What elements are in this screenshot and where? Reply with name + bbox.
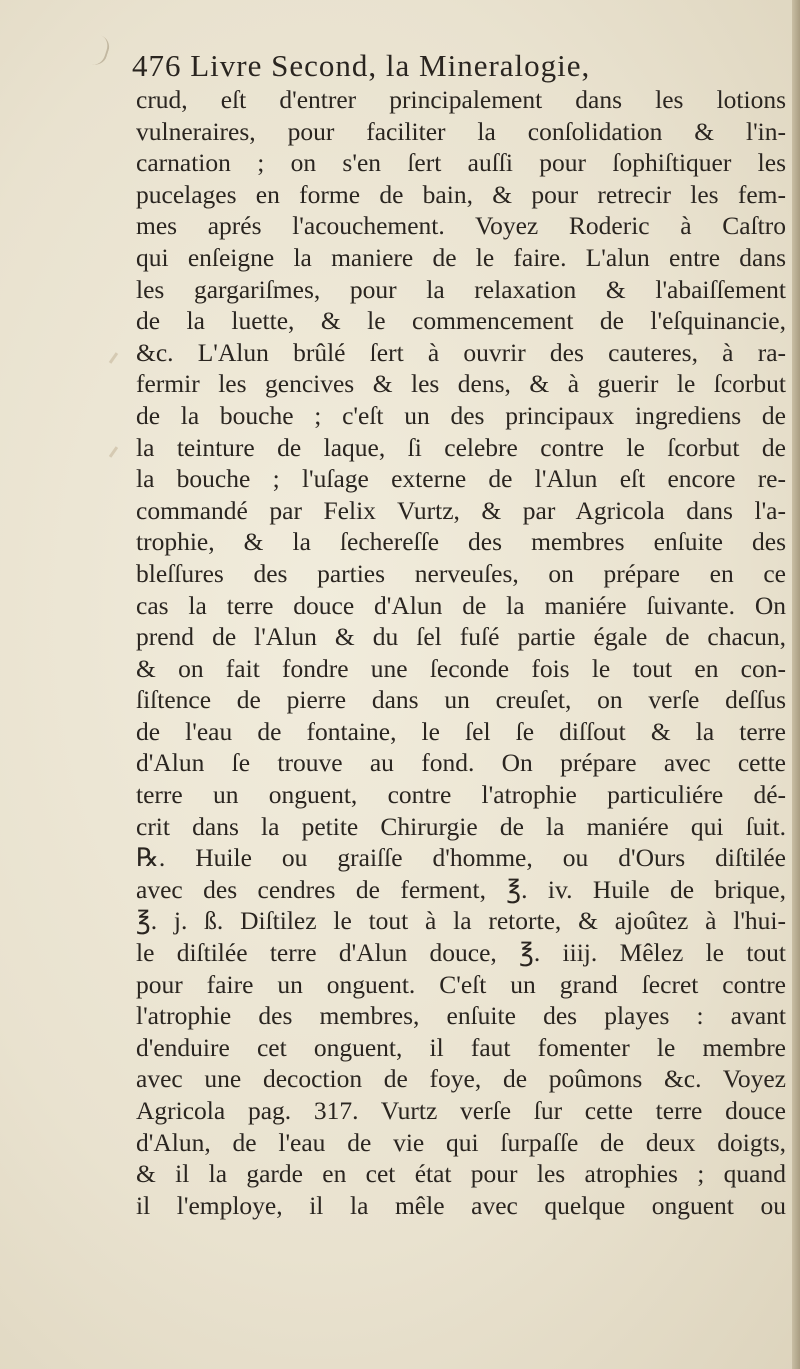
text-line: commandé par Felix Vurtz, & par Agricola dans l'a- — [136, 495, 786, 525]
text-line: il l'employe, il la mêle avec quelque onguent ou — [136, 1190, 786, 1220]
text-line: avec des cendres de ferment, ℥. iv. Huile de brique, — [136, 874, 786, 904]
text-line: crit dans la petite Chirurgie de la maniére qui ſuit. — [136, 811, 786, 841]
text-line: carnation ; on s'en ſert auſſi pour ſophiſtiquer les — [136, 148, 786, 178]
text-line: trophie, & la ſechereſſe des membres enſuite des — [136, 527, 786, 557]
text-line: la teinture de laque, ſi celebre contre le ſcorbut de — [136, 432, 786, 462]
text-line: Agricola pag. 317. Vurtz verſe ſur cette terre douce — [136, 1096, 786, 1125]
text-line: vulneraires, pour faciliter la conſolidation & l'in- — [136, 116, 786, 146]
text-line: d'Alun ſe trouve au fond. On prépare avec cette — [136, 748, 786, 778]
text-line: de l'eau de fontaine, le ſel ſe diſſout & la terre — [136, 716, 786, 746]
page-edge-shadow — [792, 0, 800, 1369]
text-line: qui enſeigne la maniere de le faire. L'alun entre dans — [136, 242, 786, 272]
text-line: & on fait fondre une ſeconde fois le tout en con- — [136, 653, 786, 683]
text-line: terre un onguent, contre l'atrophie particuliére dé- — [136, 780, 786, 810]
text-line: la bouche ; l'uſage externe de l'Alun eſt encore re- — [136, 464, 786, 494]
text-line: fermir les gencives & les dens, & à guerir le ſcorbut — [136, 369, 786, 399]
text-line: le diſtilée terre d'Alun douce, ℥. iiij. Mêlez le tout — [136, 938, 786, 968]
text-line: ℞. Huile ou graiſſe d'homme, ou d'Ours diſtilée — [136, 843, 786, 873]
text-line: d'enduire cet onguent, il faut fomenter le membre — [136, 1032, 786, 1062]
margin-mark — [109, 352, 118, 364]
text-line: de la luette, & le commencement de l'eſquinancie, — [136, 306, 786, 336]
text-line: & il la garde en cet état pour les atrophies ; quand — [136, 1159, 786, 1189]
text-line: prend de l'Alun & du ſel fuſé partie égale de chacun, — [136, 622, 786, 652]
text-line: pour faire un onguent. C'eſt un grand ſecret contre — [136, 969, 786, 999]
text-line: les gargariſmes, pour la relaxation & l'abaiſſement — [136, 274, 786, 304]
text-line: ſiſtence de pierre dans un creuſet, on verſe deſſus — [136, 685, 786, 715]
text-line: mes aprés l'acouchement. Voyez Roderic à Caſtro — [136, 211, 786, 241]
body-text — [136, 84, 786, 1221]
text-line: cas la terre douce d'Alun de la maniére ſuivante. On — [136, 590, 786, 620]
text-line: &c. L'Alun brûlé ſert à ouvrir des cauteres, à ra- — [136, 337, 786, 367]
margin-mark — [109, 446, 118, 458]
page-edge-mark — [88, 34, 112, 67]
text-line: crud, eſt d'entrer principalement dans les lotions — [136, 85, 786, 114]
text-line: de la bouche ; c'eſt un des principaux ingrediens de — [136, 400, 786, 430]
text-line: ℥. j. ß. Diſtilez le tout à la retorte, & ajoûtez à l'hui- — [136, 906, 786, 936]
text-line: bleſſures des parties nerveuſes, on prépare en ce — [136, 558, 786, 588]
text-line: l'atrophie des membres, enſuite des playes : avant — [136, 1001, 786, 1031]
text-line: pucelages en forme de bain, & pour retrecir les fem- — [136, 179, 786, 209]
text-line: d'Alun, de l'eau de vie qui ſurpaſſe de deux doigts, — [136, 1127, 786, 1157]
text-line: avec une decoction de foye, de poûmons &c. Voyez — [136, 1064, 786, 1094]
running-header: 476 Livre Second, la Mineralogie, — [132, 48, 591, 83]
